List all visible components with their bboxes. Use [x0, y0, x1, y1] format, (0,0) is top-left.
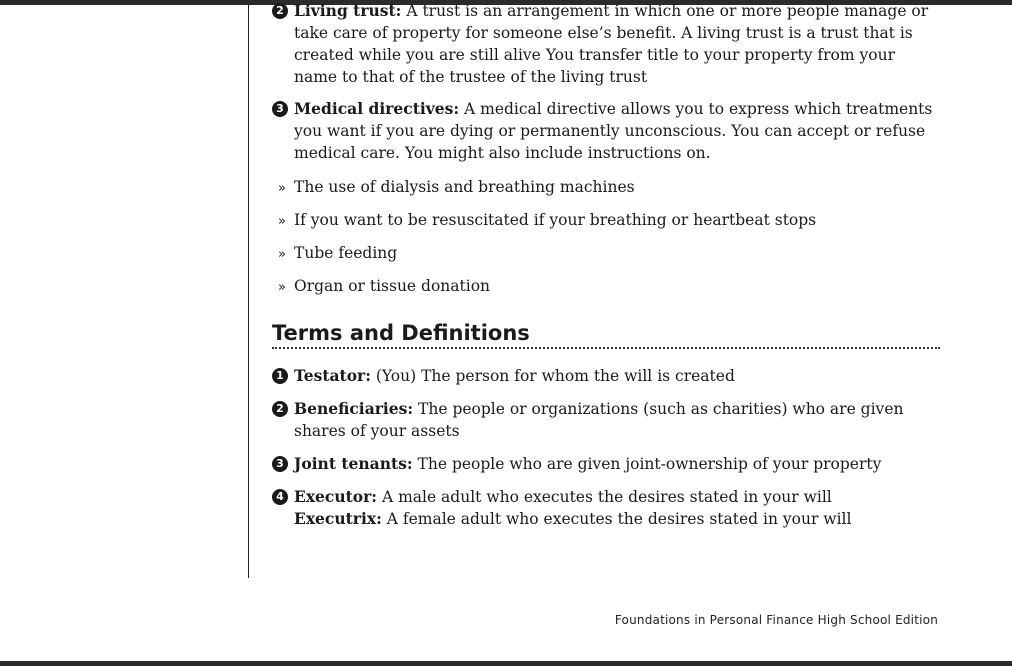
term-item-testator — [272, 365, 940, 387]
term-item-executor — [272, 486, 940, 530]
chevron-bullet-icon: » — [278, 280, 286, 295]
executrix-line — [294, 508, 940, 530]
term-label: Executrix: — [294, 509, 382, 528]
chevron-bullet-icon: » — [278, 247, 286, 262]
term-description: The people who are given joint-ownership of your property — [412, 455, 882, 473]
term-description: A medical directive allows you to express which treatments you want if you are dying or permanently unconscious. You can accept or refuse medical care. You might also include instructions on. — [294, 100, 933, 162]
list-item — [278, 209, 816, 233]
chevron-bullet-icon: » — [278, 181, 286, 196]
margin-rule — [248, 5, 249, 578]
dotted-divider — [272, 347, 940, 349]
list-item — [278, 275, 490, 299]
section-heading: Terms and Definitions — [272, 321, 530, 345]
number-badge-icon: 4 — [272, 489, 288, 505]
number-badge-icon: 2 — [272, 3, 288, 19]
term-item-joint-tenants — [272, 453, 940, 475]
estate-item-living-trust — [272, 0, 940, 88]
term-label: Medical directives: — [294, 99, 460, 118]
list-item — [278, 242, 397, 266]
term-description: A female adult who executes the desires stated in your will — [381, 510, 852, 528]
list-item — [278, 176, 635, 200]
bullet-text: Organ or tissue donation — [294, 277, 491, 295]
bullet-text: The use of dialysis and breathing machines — [294, 178, 635, 196]
bullet-text: If you want to be resuscitated if your breathing or heartbeat stops — [294, 211, 817, 229]
number-badge-icon: 3 — [272, 456, 288, 472]
number-badge-icon: 2 — [272, 401, 288, 417]
number-badge-icon: 1 — [272, 368, 288, 384]
term-description: A trust is an arrangement in which one or more people manage or take care of property for someone else’s benefit. A living trust is a trust that is created while you are still alive You transfer title to your property from your name to that of the trustee of the living trust — [294, 2, 929, 86]
executor-line — [294, 486, 940, 508]
term-label: Living trust: — [294, 1, 402, 20]
estate-item-medical-directives — [272, 98, 940, 164]
bottom-border — [0, 661, 1012, 666]
page-footer: Foundations in Personal Finance High School Edition — [614, 613, 938, 627]
term-description: A male adult who executes the desires stated in your will — [377, 488, 832, 506]
chevron-bullet-icon: » — [278, 214, 286, 229]
term-label: Testator: — [294, 366, 371, 385]
term-label: Joint tenants: — [294, 454, 413, 473]
term-description: (You) The person for whom the will is created — [370, 367, 735, 385]
term-label: Executor: — [294, 487, 378, 506]
number-badge-icon: 3 — [272, 101, 288, 117]
term-description: The people or organizations (such as charities) who are given shares of your assets — [294, 400, 904, 440]
term-item-beneficiaries — [272, 398, 940, 442]
bullet-text: Tube feeding — [294, 244, 398, 262]
term-label: Beneficiaries: — [294, 399, 414, 418]
